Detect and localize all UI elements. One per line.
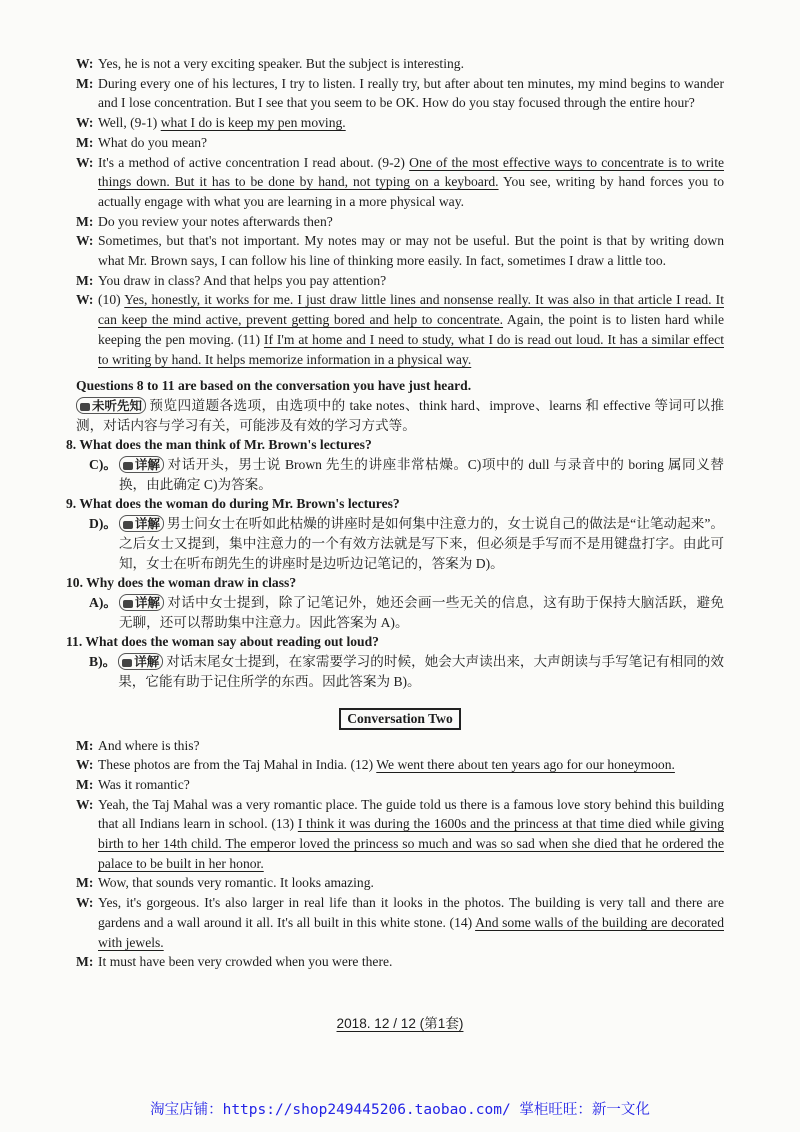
question-list [66,435,724,691]
dialogue-turn [76,133,724,153]
question-item [66,632,724,691]
dialogue-turn [76,873,724,893]
dialogue-turn [76,893,724,952]
dialogue-text [98,74,724,113]
preview-badge [76,397,146,414]
dialogue-text [98,736,724,756]
dialogue-text [98,952,724,972]
speaker-label: M: [76,776,94,792]
speaker-label: W: [76,56,94,71]
answer-explanation [76,455,724,494]
dialogue-text [98,873,724,893]
dialogue-segment: These photos are from the Taj Mahal in India. (12) [98,757,377,773]
explanation-text: 对话末尾女士提到，在家需要学习的时候，她会大声读出来，大声朗读与手写笔记有相同的效果，它能有助于记住所学的东西。因此答案为 B)。 [118,654,724,689]
dialogue-turn [76,212,724,232]
underlined-answer-text: I think it was during the 1600s and the princess at that time died while giving birth to her 14th child. The emperor loved the princess so much and was so sad when she died that he ordered the palace to be built in her honor. [98,816,724,871]
answer-explanation [76,652,724,691]
book-icon [80,403,90,411]
dialogue-segment: Was it romantic? [98,776,190,792]
underlined-answer-text: And some walls of the building are decorated with jewels. [98,914,724,950]
dialogue-text [98,133,724,153]
conversation-two-title: Conversation Two [339,708,461,730]
detail-badge-label: 详解 [134,654,160,670]
dialogue-segment: (10) [98,292,125,308]
detail-badge [119,456,164,473]
answer-choice: C)。 [89,457,117,473]
dialogue-turn [76,153,724,212]
speaker-label: W: [76,115,94,131]
dialogue-segment: You draw in class? And that helps you pay attention? [98,272,387,288]
dialogue-segment: You see, writing by hand forces you to actually engage with what you are learning in a more physical way. [98,174,724,209]
answer-choice: D)。 [89,516,117,532]
dialogue-turn [76,74,724,113]
underlined-answer-text: what I do is keep my pen moving. [160,115,346,131]
dialogue-text [98,290,724,369]
speaker-label: M: [76,134,94,150]
question-text: 10. Why does the woman draw in class? [66,575,297,591]
detail-badge-label: 详解 [134,594,160,610]
dialogue-segment: Wow, that sounds very romantic. It looks amazing. [98,875,374,891]
dialogue-turn [76,54,724,74]
dialogue-text [98,113,724,133]
speaker-label: M: [76,875,94,891]
question-item [66,435,724,494]
dialogue-turn [76,795,724,874]
book-icon [123,521,133,529]
detail-badge [119,594,164,611]
questions-heading: Questions 8 to 11 are based on the conversation you have just heard. [76,378,472,394]
speaker-label: M: [76,213,94,229]
answer-explanation [76,514,724,573]
question-item [66,494,724,573]
book-icon [122,659,132,667]
detail-badge [118,653,163,670]
dialogue-turn [76,113,724,133]
preview-note [76,396,724,435]
speaker-label: W: [76,292,94,308]
explanation-text: 对话中女士提到，除了记笔记外，她还会画一些无关的信息，这有助于保持大脑活跃，避免无聊，还可以帮助集中注意力。因此答案为 A)。 [118,594,724,630]
detail-badge-label: 详解 [134,516,160,532]
speaker-label: M: [76,737,94,753]
preview-badge-label: 未听先知 [92,397,143,413]
dialogue-turn [76,755,724,775]
dialogue-turn [76,736,724,756]
explanation-text: 男士问女士在听如此枯燥的讲座时是如何集中注意力的，女士说自己的做法是“让笔动起来”。之后女士又提到，集中注意力的一个有效方法就是写下来，但必须是手写而不是用键盘打字。由此可知，女士在听布朗先生的讲座时是边听边记笔记的，答案为 D)。 [118,516,724,571]
dialogue-text [98,893,724,952]
dialogue-segment: What do you mean? [98,134,208,150]
question-text: 9. What does the woman do during Mr. Brown's lectures? [66,496,400,512]
speaker-label: M: [76,272,94,288]
dialogue-segment: During every one of his lectures, I try to listen. I really try, but after about ten minutes, my mind begins to wander and I lose concentration. But I see that you seem to be OK. How do you stay focused through the entire hour? [98,75,724,111]
explanation-body [119,455,724,494]
dialogue-text [98,775,724,795]
speaker-label: W: [76,154,94,170]
detail-badge [119,515,164,532]
dialogue-text [98,271,724,291]
underlined-answer-text: If I'm at home and I need to study, what I do is read out loud. It has a similar effect to writing by hand. It helps memorize information in a physical way. [98,331,724,367]
dialogue-segment: Do you review your notes afterwards then? [98,213,333,229]
dialogue-segment: Yeah, the Taj Mahal was a very romantic place. The guide told us there is a famous love story behind this building that all Indians learn in school. (13) [98,796,724,832]
dialogue-segment: And where is this? [98,737,200,753]
dialogue-turn [76,952,724,972]
explanation-body [119,514,724,573]
explanation-text: 对话开头，男士说 Brown 先生的讲座非常枯燥。C)项中的 dull 与录音中的 boring 属同义替换，由此确定 C)为答案。 [118,457,724,492]
underlined-answer-text: Yes, honestly, it works for me. I just draw little lines and nonsense really. It was also in that article I read. It can keep the mind active, prevent getting bored and help to concentrate. [98,292,724,328]
detail-badge-label: 详解 [134,457,160,473]
dialogue-text [98,231,724,270]
dialogue-turn [76,231,724,270]
conversation-two-heading [76,708,724,730]
dialogue-turn [76,271,724,291]
explanation-body [118,652,724,691]
preview-text: 预览四道题各选项，由选项中的 take notes、think hard、improve、learns 和 effective 等词可以推测，对话内容与学习有关，可能涉及有效的学习方式等。 [76,397,724,433]
dialogue-segment: It must have been very crowded when you were there. [98,954,393,970]
speaker-label: W: [76,796,94,812]
dialogue-turn [76,775,724,795]
dialogue-segment: Well, (9-1) [98,115,161,131]
question-item [66,573,724,632]
speaker-label: M: [76,75,94,91]
dialogue-segment: Yes, he is not a very exciting speaker. But the subject is interesting. [98,56,464,71]
dialogue-text [98,795,724,874]
dialogue-text [98,212,724,232]
book-icon [123,600,133,608]
conversation-two [76,736,724,972]
conversation-one [76,54,724,369]
dialogue-segment: It's a method of active concentration I read about. (9-2) [98,154,410,170]
answer-choice: B)。 [89,654,117,670]
document-page [66,54,725,972]
underlined-answer-text: We went there about ten years ago for our honeymoon. [376,757,675,773]
speaker-label: W: [76,895,94,911]
underlined-answer-text: One of the most effective ways to concentrate is to write things down. But it has to be done by hand, not typing on a keyboard. [98,154,725,190]
shop-link[interactable]: 淘宝店铺：https://shop249445206.taobao.com/ 掌柜旺旺：新一文化 [150,1102,650,1118]
dialogue-turn [76,290,724,369]
dialogue-text [98,54,724,74]
speaker-label: M: [76,954,94,970]
speaker-label: W: [76,233,94,249]
book-icon [123,462,133,470]
question-text: 8. What does the man think of Mr. Brown's lectures? [66,437,372,453]
dialogue-text [98,153,724,212]
dialogue-segment: Sometimes, but that's not important. My notes may or may not be useful. But the point is that by writing down what Mr. Brown says, I can follow his line of thinking more easily. In fact, sometimes I draw a little too. [98,233,724,269]
dialogue-segment: Again, the point is to listen hard while keeping the pen moving. (11) [98,312,725,347]
dialogue-text [98,755,724,775]
answer-explanation [76,593,724,632]
page-footer-date: 2018. 12 / 12 (第1套) [336,1016,464,1031]
question-text: 11. What does the woman say about reading out loud? [66,634,379,650]
explanation-body [119,593,724,632]
speaker-label: W: [76,757,94,773]
answer-choice: A)。 [89,594,117,610]
dialogue-segment: Yes, it's gorgeous. It's also larger in real life than it looks in the photos. The building is very tall and there are gardens and a wall around it all. It's all built in this white stone. (14) [98,895,724,930]
